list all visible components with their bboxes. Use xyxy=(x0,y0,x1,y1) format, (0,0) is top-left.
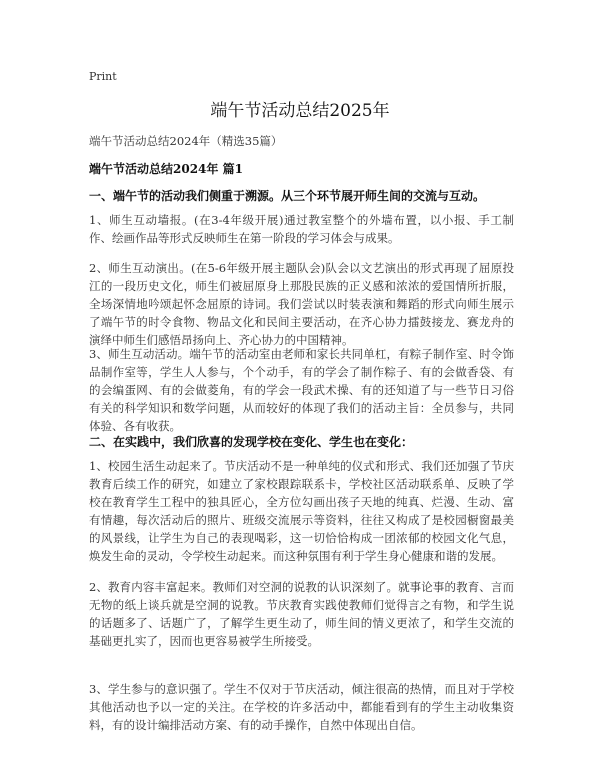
paragraph-2: 2、师生互动演出。(在5-6年级开展主题队会)队会以文艺演出的形式再现了屈原投江的一段历史文化，师生们被屈原身上那股民族的正义感和浓浓的爱国情所折服，全场深情地吟颂起怀念屈原的诗词。我们尝试以时装表演和舞蹈的形式向师生展示了端午节的时令食物、物品文化和民间主要活动，在齐心协力擂鼓接龙、赛龙舟的演绎中师生们感悟昂扬向上、齐心协力的中国精神。 xyxy=(89,261,514,347)
paragraph-5: 2、教育内容丰富起来。教师们对空洞的说教的认识深刻了。就事论事的教育、言而无物的纸上谈兵就是空洞的说教。节庆教育实践使教师们觉得言之有物，和学生说的话题多了、话题广了，了解学生更生动了，师生间的情义更浓了，和学生交流的基础更扎实了，因而也更容易被学生所接受。 xyxy=(89,580,514,648)
paragraph-4: 1、校园生活生动起来了。节庆活动不是一种单纯的仪式和形式、我们还加强了节庆教育后续工作的研究，如建立了家校跟踪联系卡，学校社区活动联系单、反映了学校在教育学生工程中的独具匠心，全方位勾画出孩子天地的纯真、烂漫、生动、富有情趣，每次活动后的照片、班级交流展示等资料，往往又构成了是校园橱窗最美的风景线，让学生为自己的表现喝彩，这一切恰恰构成一团浓郁的校园文化气息，焕发生命的灵动，令学校生动起来。而这种氛围有利于学生身心健康和谐的发展。 xyxy=(89,459,514,563)
paragraph-3: 3、师生互动活动。端午节的活动室由老师和家长共同单杠，有粽子制作室、时令饰品制作室等，学生人人参与，个个动手，有的学会了制作粽子、有的会做香袋、有的会编蛋网、有的会做菱角，有的学会一段武术操、有的还知道了与一些节日习俗有关的科学知识和数学问题，从而较好的体现了我们的活动主旨：全员参与，共同体验、各有收获。 xyxy=(89,347,514,433)
paragraph-1: 1、师生互动墙报。(在3-4年级开展)通过教室整个的外墙布置，以小报、手工制作、绘画作品等形式反映师生在第一阶段的学习体会与成果。 xyxy=(89,213,514,245)
paragraph-6: 3、学生参与的意识强了。学生不仅对于节庆活动，倾注很高的热情，而且对于学校其他活动也予以一定的关注。在学校的许多活动中，都能看到有的学生主动收集资料，有的设计编排活动方案、有的动手操作，自然中体现出自信。 xyxy=(89,682,514,732)
page-title: 端午节活动总结2025年 xyxy=(210,101,390,121)
section-heading-1: 一、端午节的活动我们侧重于溯源。从三个环节展开师生间的交流与互动。 xyxy=(89,189,486,203)
print-link[interactable]: Print xyxy=(89,70,117,83)
document-subtitle: 端午节活动总结2024年（精选35篇） xyxy=(89,134,283,148)
article-heading: 端午节活动总结2024年 篇1 xyxy=(89,162,243,176)
section-heading-2: 二、在实践中，我们欣喜的发现学校在变化、学生也在变化： xyxy=(89,435,414,449)
